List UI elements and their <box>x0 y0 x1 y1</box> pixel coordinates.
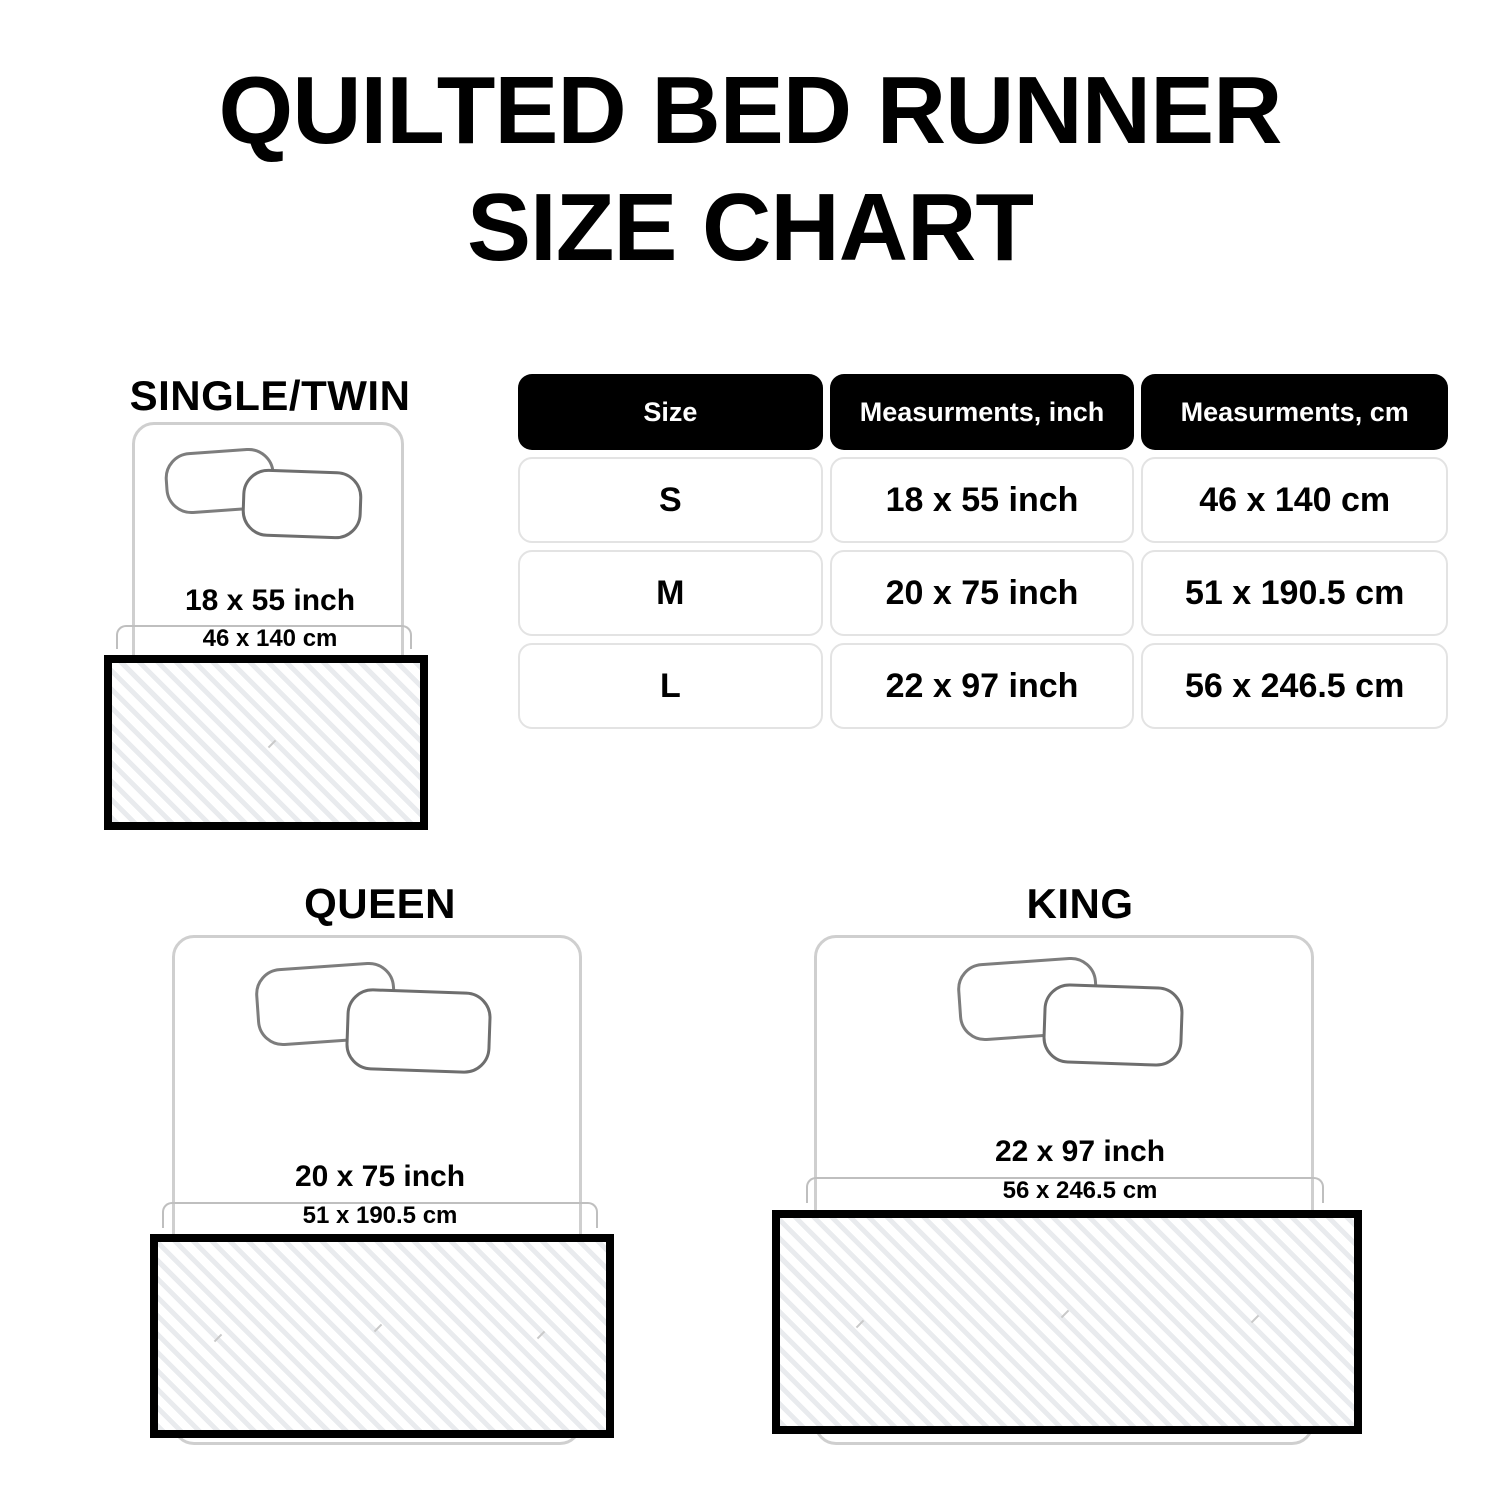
cell-cm-m: 51 x 190.5 cm <box>1141 550 1448 636</box>
runner-dimension-inch-single-twin: 18 x 55 inch <box>184 584 356 617</box>
title-line-2: SIZE CHART <box>467 174 1033 282</box>
size-table <box>518 374 1448 736</box>
table-row <box>518 550 1448 636</box>
column-header-size: Size <box>518 374 823 450</box>
bed-diagram-king <box>800 880 1360 1460</box>
pillow-icon-front-single-twin <box>241 468 363 540</box>
cell-size-s: S <box>518 457 823 543</box>
table-row <box>518 457 1448 543</box>
cell-inch-l: 22 x 97 inch <box>830 643 1135 729</box>
cell-inch-s: 18 x 55 inch <box>830 457 1135 543</box>
table-header-row <box>518 374 1448 450</box>
bed-diagram-single-twin <box>90 372 450 842</box>
pillow-icon-front-queen <box>345 987 493 1074</box>
pillow-icon-front-king <box>1042 983 1185 1068</box>
bed-label-single-twin: SINGLE/TWIN <box>129 372 411 419</box>
title-line-1: QUILTED BED RUNNER <box>218 57 1282 164</box>
bed-runner-queen <box>150 1234 614 1438</box>
runner-dimension-inch-queen: 20 x 75 inch <box>294 1160 466 1193</box>
table-row <box>518 643 1448 729</box>
cell-cm-l: 56 x 246.5 cm <box>1141 643 1448 729</box>
column-header-cm: Measurments, cm <box>1141 374 1448 450</box>
cell-size-l: L <box>518 643 823 729</box>
runner-dimension-cm-king: 56 x 246.5 cm <box>1002 1177 1158 1204</box>
bed-runner-king <box>772 1210 1362 1434</box>
cell-inch-m: 20 x 75 inch <box>830 550 1135 636</box>
bed-runner-single-twin <box>104 655 428 830</box>
page-title <box>0 52 1500 286</box>
cell-size-m: M <box>518 550 823 636</box>
runner-dimension-inch-king: 22 x 97 inch <box>994 1135 1166 1168</box>
cell-cm-s: 46 x 140 cm <box>1141 457 1448 543</box>
column-header-inch: Measurments, inch <box>830 374 1135 450</box>
bed-diagram-queen <box>150 880 610 1460</box>
bed-label-queen: QUEEN <box>304 880 456 927</box>
runner-dimension-cm-single-twin: 46 x 140 cm <box>202 625 338 652</box>
bed-label-king: KING <box>1026 880 1134 927</box>
runner-dimension-cm-queen: 51 x 190.5 cm <box>302 1202 458 1229</box>
